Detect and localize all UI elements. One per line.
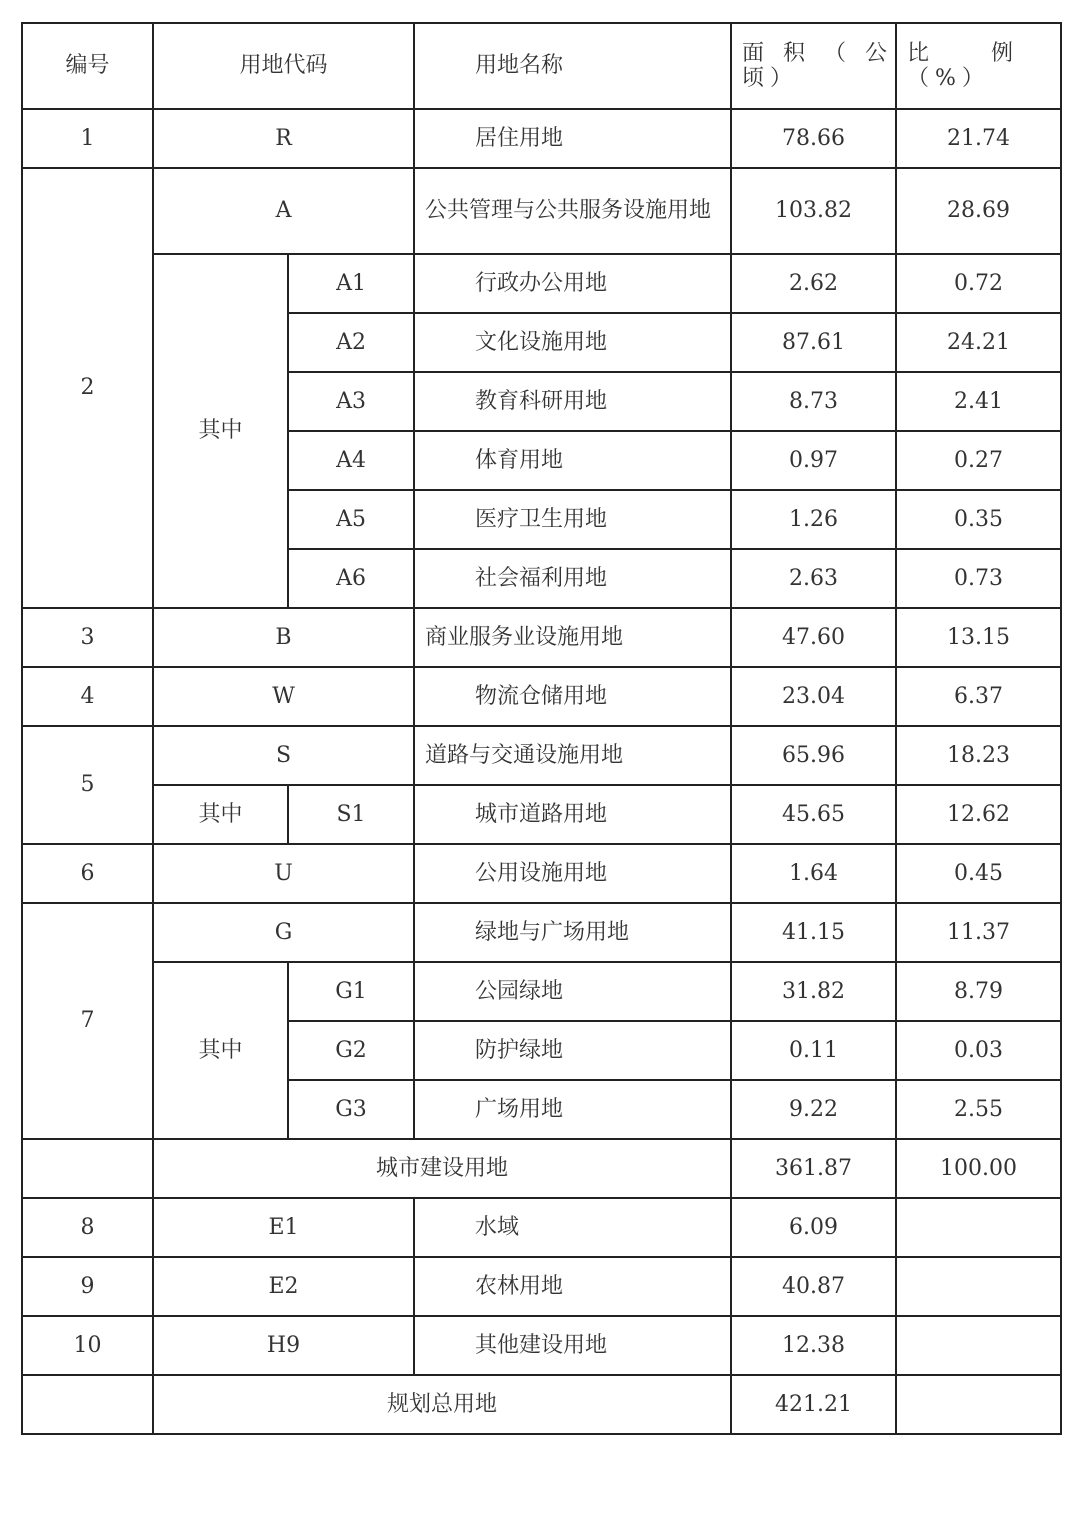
row-code: R [153, 109, 414, 168]
row-name: 行政办公用地 [414, 254, 731, 313]
row-code: A6 [288, 549, 414, 608]
total-row [22, 1375, 1061, 1434]
row-ratio: 0.35 [896, 490, 1061, 549]
table-row [22, 608, 1061, 667]
table-row [22, 667, 1061, 726]
row-id: 2 [22, 168, 153, 608]
row-code: A5 [288, 490, 414, 549]
row-ratio [896, 1375, 1061, 1434]
row-area: 421.21 [731, 1375, 896, 1434]
row-area: 8.73 [731, 372, 896, 431]
row-area: 2.62 [731, 254, 896, 313]
row-area: 0.11 [731, 1021, 896, 1080]
row-name: 社会福利用地 [414, 549, 731, 608]
table-row [22, 785, 1061, 844]
row-ratio: 12.62 [896, 785, 1061, 844]
table-row [22, 903, 1061, 962]
land-use-table [21, 22, 1062, 1435]
row-ratio [896, 1257, 1061, 1316]
row-ratio: 2.55 [896, 1080, 1061, 1139]
table-row [22, 1198, 1061, 1257]
row-id: 6 [22, 844, 153, 903]
row-area: 23.04 [731, 667, 896, 726]
row-code: A2 [288, 313, 414, 372]
row-code: W [153, 667, 414, 726]
row-area: 1.26 [731, 490, 896, 549]
row-id [22, 1375, 153, 1434]
row-area: 65.96 [731, 726, 896, 785]
row-id: 8 [22, 1198, 153, 1257]
row-id: 1 [22, 109, 153, 168]
row-name: 水域 [414, 1198, 731, 1257]
row-code: B [153, 608, 414, 667]
row-code: G1 [288, 962, 414, 1021]
row-name: 广场用地 [414, 1080, 731, 1139]
table-row [22, 1316, 1061, 1375]
header-row [22, 23, 1061, 109]
table-row [22, 962, 1061, 1021]
row-code: S1 [288, 785, 414, 844]
row-area: 12.38 [731, 1316, 896, 1375]
row-ratio [896, 1198, 1061, 1257]
row-area: 361.87 [731, 1139, 896, 1198]
row-ratio: 24.21 [896, 313, 1061, 372]
row-name: 教育科研用地 [414, 372, 731, 431]
row-area: 0.97 [731, 431, 896, 490]
row-name: 医疗卫生用地 [414, 490, 731, 549]
row-name: 绿地与广场用地 [414, 903, 731, 962]
row-ratio: 13.15 [896, 608, 1061, 667]
header-area: 面 积 （ 公 顷） [731, 23, 896, 109]
row-name: 物流仓储用地 [414, 667, 731, 726]
row-ratio: 0.45 [896, 844, 1061, 903]
row-ratio: 8.79 [896, 962, 1061, 1021]
row-area: 47.60 [731, 608, 896, 667]
row-ratio [896, 1316, 1061, 1375]
row-name: 农林用地 [414, 1257, 731, 1316]
row-ratio: 6.37 [896, 667, 1061, 726]
sub-label: 其中 [153, 785, 288, 844]
row-name: 公共管理与公共服务设施用地 [414, 168, 731, 254]
row-area: 45.65 [731, 785, 896, 844]
row-id: 4 [22, 667, 153, 726]
row-ratio: 11.37 [896, 903, 1061, 962]
row-id: 10 [22, 1316, 153, 1375]
table-row [22, 168, 1061, 254]
sub-label: 其中 [153, 254, 288, 608]
row-area: 78.66 [731, 109, 896, 168]
row-code: A3 [288, 372, 414, 431]
row-name: 其他建设用地 [414, 1316, 731, 1375]
sub-label: 其中 [153, 962, 288, 1139]
row-name: 体育用地 [414, 431, 731, 490]
row-code: E1 [153, 1198, 414, 1257]
row-id [22, 1139, 153, 1198]
table-row [22, 1257, 1061, 1316]
row-name: 商业服务业设施用地 [414, 608, 731, 667]
row-name: 居住用地 [414, 109, 731, 168]
row-area: 9.22 [731, 1080, 896, 1139]
row-name: 道路与交通设施用地 [414, 726, 731, 785]
row-ratio: 100.00 [896, 1139, 1061, 1198]
row-ratio: 0.72 [896, 254, 1061, 313]
row-code: A1 [288, 254, 414, 313]
header-code: 用地代码 [153, 23, 414, 109]
row-code: H9 [153, 1316, 414, 1375]
table-row [22, 109, 1061, 168]
row-ratio: 28.69 [896, 168, 1061, 254]
row-area: 6.09 [731, 1198, 896, 1257]
row-id: 3 [22, 608, 153, 667]
row-name: 城市道路用地 [414, 785, 731, 844]
row-code: A [153, 168, 414, 254]
row-code: U [153, 844, 414, 903]
row-area: 87.61 [731, 313, 896, 372]
row-area: 2.63 [731, 549, 896, 608]
row-code: G2 [288, 1021, 414, 1080]
row-ratio: 2.41 [896, 372, 1061, 431]
table-row [22, 254, 1061, 313]
row-id: 5 [22, 726, 153, 844]
row-ratio: 0.27 [896, 431, 1061, 490]
row-code: G [153, 903, 414, 962]
row-ratio: 18.23 [896, 726, 1061, 785]
row-area: 103.82 [731, 168, 896, 254]
row-name: 防护绿地 [414, 1021, 731, 1080]
row-area: 31.82 [731, 962, 896, 1021]
row-id: 9 [22, 1257, 153, 1316]
header-id: 编号 [22, 23, 153, 109]
row-code: A4 [288, 431, 414, 490]
row-code: G3 [288, 1080, 414, 1139]
total-label: 规划总用地 [153, 1375, 731, 1434]
table-row [22, 726, 1061, 785]
row-ratio: 0.73 [896, 549, 1061, 608]
row-code: S [153, 726, 414, 785]
subtotal-label: 城市建设用地 [153, 1139, 731, 1198]
row-name: 公用设施用地 [414, 844, 731, 903]
subtotal-row [22, 1139, 1061, 1198]
row-ratio: 0.03 [896, 1021, 1061, 1080]
row-id: 7 [22, 903, 153, 1139]
row-ratio: 21.74 [896, 109, 1061, 168]
row-code: E2 [153, 1257, 414, 1316]
header-name: 用地名称 [414, 23, 731, 109]
header-ratio: 比 例 （%） [896, 23, 1061, 109]
table-row [22, 844, 1061, 903]
row-area: 1.64 [731, 844, 896, 903]
row-area: 40.87 [731, 1257, 896, 1316]
row-area: 41.15 [731, 903, 896, 962]
row-name: 公园绿地 [414, 962, 731, 1021]
row-name: 文化设施用地 [414, 313, 731, 372]
